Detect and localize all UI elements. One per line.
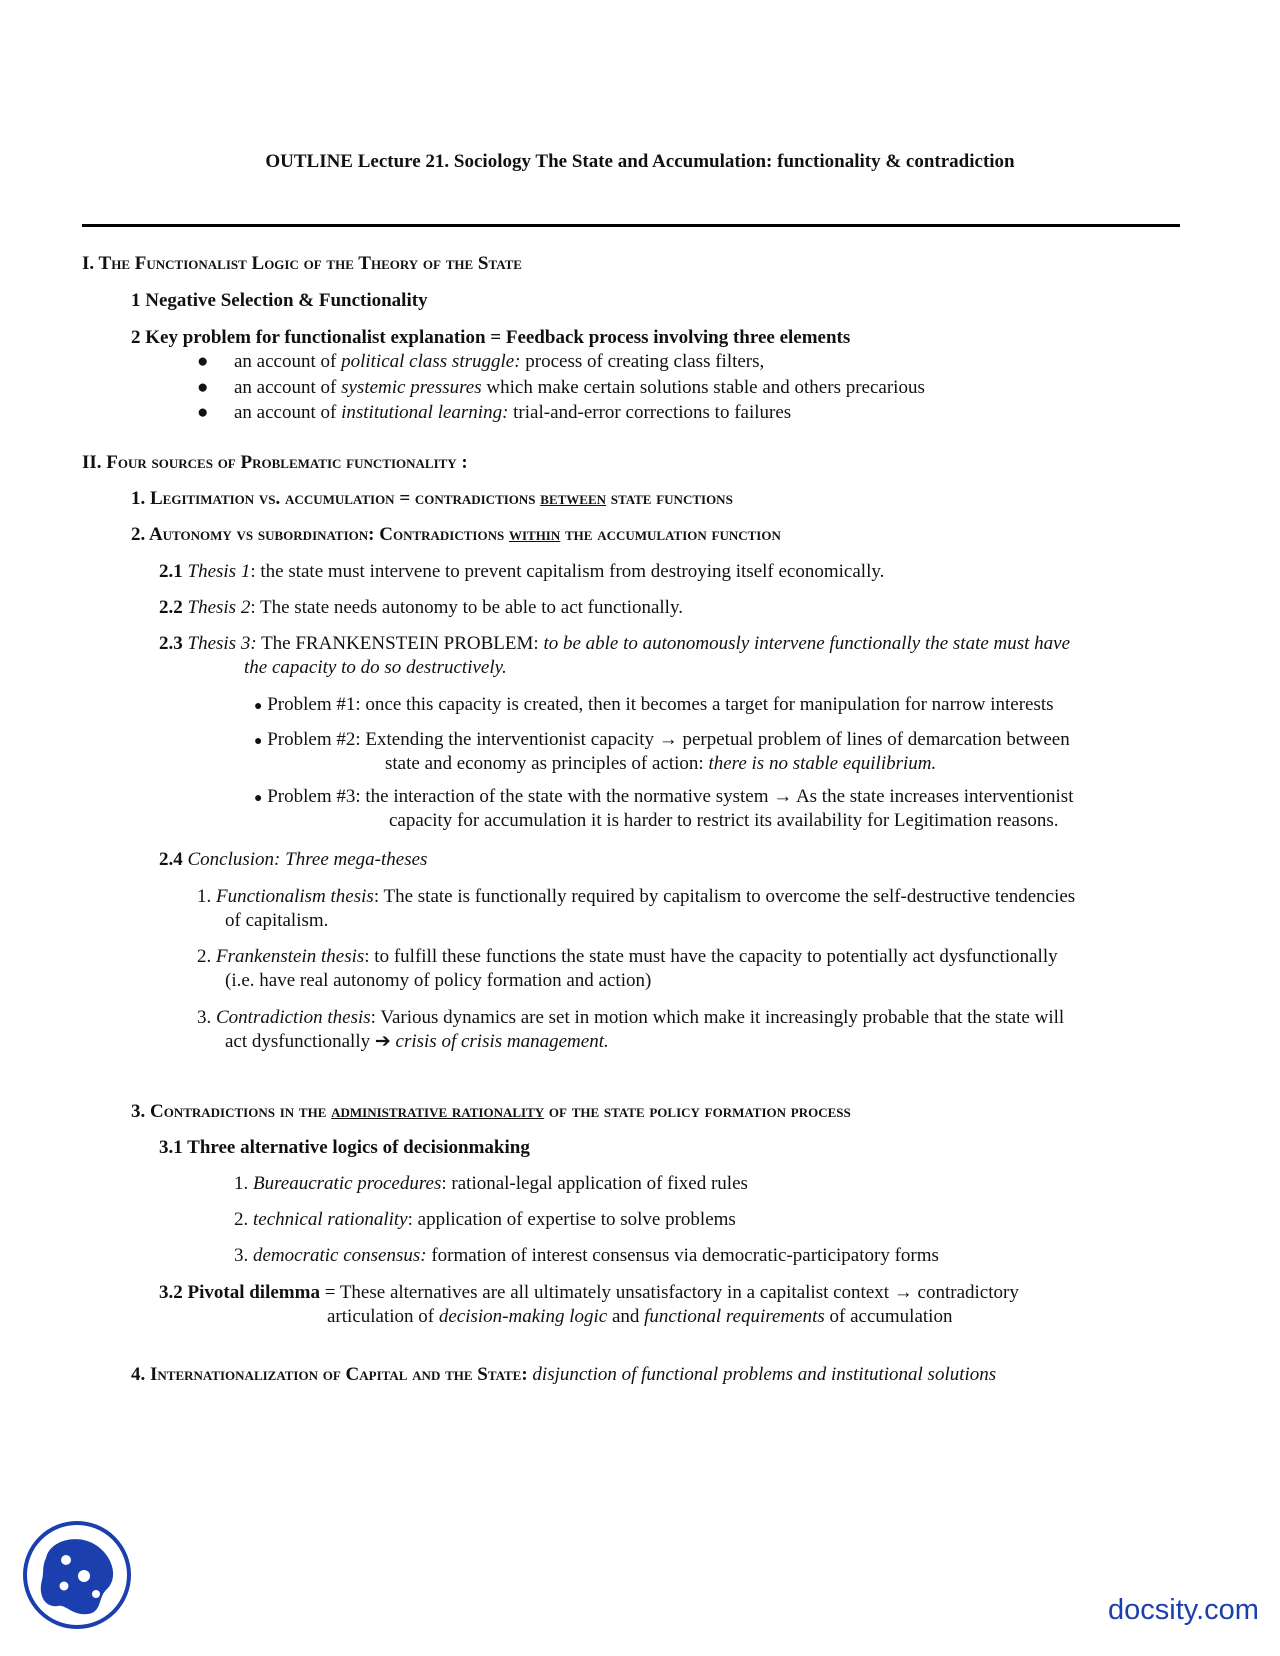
problem-2: ● Problem #2: Extending the interventionist capacity → perpetual problem of lines of demarcation between (254, 729, 1070, 750)
docsity-logo-icon (22, 1520, 132, 1630)
problem-3: ● Problem #3: the interaction of the state with the normative system → As the state increases interventionist (254, 786, 1074, 807)
list-item (197, 401, 208, 425)
brand-watermark[interactable]: docsity.com (1108, 1594, 1259, 1626)
thesis-2-1: 2.1 Thesis 1: the state must intervene to prevent capitalism from destroying itself economically. (159, 561, 885, 582)
problem-2-continued: state and economy as principles of action: there is no stable equilibrium. (385, 753, 937, 774)
section-2-point-2: 2. Autonomy vs subordination: Contradictions within the accumulation function (131, 524, 781, 545)
section-1-heading: I. The Functionalist Logic of the Theory of the State (82, 253, 522, 274)
mega-thesis-2: 2. Frankenstein thesis: to fulfill these functions the state must have the capacity to potentially act dysfunctionally (197, 946, 1058, 967)
thesis-2-2: 2.2 Thesis 2: The state needs autonomy to be able to act functionally. (159, 597, 683, 618)
bullet-icon: ● (197, 402, 209, 423)
list-item: an account of institutional learning: trial-and-error corrections to failures (234, 402, 792, 423)
section-1-item-1: 1 Negative Selection & Functionality (131, 290, 428, 311)
logic-item: 3. democratic consensus: formation of interest consensus via democratic-participatory forms (234, 1245, 939, 1266)
pivotal-dilemma-continued: articulation of decision-making logic and functional requirements of accumulation (327, 1306, 953, 1327)
page-title: OUTLINE Lecture 21. Sociology The State and Accumulation: functionality & contradiction (265, 151, 1015, 172)
bullet-icon: ● (254, 734, 263, 749)
section-3-1-heading: 3.1 Three alternative logics of decisionmaking (159, 1137, 530, 1158)
conclusion-2-4: 2.4 Conclusion: Three mega-theses (159, 849, 428, 870)
arrow-icon: ➔ (374, 1031, 391, 1052)
logic-item: 1. Bureaucratic procedures: rational-legal application of fixed rules (234, 1173, 748, 1194)
mega-thesis-3: 3. Contradiction thesis: Various dynamics are set in motion which make it increasingly probable that the state will (197, 1007, 1065, 1028)
problem-1: ● Problem #1: once this capacity is created, then it becomes a target for manipulation for narrow interests (254, 694, 1054, 715)
list-item: an account of systemic pressures which make certain solutions stable and others precarious (234, 377, 925, 398)
section-2-point-1: 1. Legitimation vs. accumulation = contradictions between state functions (131, 488, 733, 509)
header-rule (82, 224, 1180, 227)
bullet-icon: ● (197, 351, 209, 372)
thesis-2-3-continued: the capacity to do so destructively. (244, 657, 507, 678)
list-item: an account of political class struggle: process of creating class filters, (234, 351, 765, 372)
problem-3-continued: capacity for accumulation it is harder to restrict its availability for Legitimation reasons. (389, 810, 1059, 831)
pivotal-dilemma: 3.2 Pivotal dilemma = These alternatives are all ultimately unsatisfactory in a capitalist context → contradictory (159, 1282, 1019, 1303)
bullet-icon: ● (254, 699, 263, 714)
mega-thesis-1-continued: of capitalism. (225, 910, 329, 931)
bullet-icon: ● (197, 377, 209, 398)
section-3-heading: 3. Contradictions in the administrative rationality of the state policy formation process (131, 1101, 851, 1122)
thesis-2-3: 2.3 Thesis 3: The FRANKENSTEIN PROBLEM: to be able to autonomously intervene functionally the state must have (159, 633, 1071, 654)
logic-item: 2. technical rationality: application of expertise to solve problems (234, 1209, 736, 1230)
list-item (197, 350, 208, 374)
section-1-item-2: 2 Key problem for functionalist explanation = Feedback process involving three elements (131, 327, 851, 348)
mega-thesis-1: 1. Functionalism thesis: The state is functionally required by capitalism to overcome the self-destructive tendencies (197, 886, 1076, 907)
mega-thesis-2-continued: (i.e. have real autonomy of policy formation and action) (225, 970, 652, 991)
mega-thesis-3-continued: act dysfunctionally ➔ crisis of crisis management. (225, 1031, 609, 1052)
section-2-heading: II. Four sources of Problematic functionality : (82, 452, 468, 473)
section-4-heading: 4. Internationalization of Capital and the State: disjunction of functional problems and institutional solutions (131, 1364, 997, 1385)
bullet-icon: ● (254, 791, 263, 806)
list-item (197, 376, 208, 400)
